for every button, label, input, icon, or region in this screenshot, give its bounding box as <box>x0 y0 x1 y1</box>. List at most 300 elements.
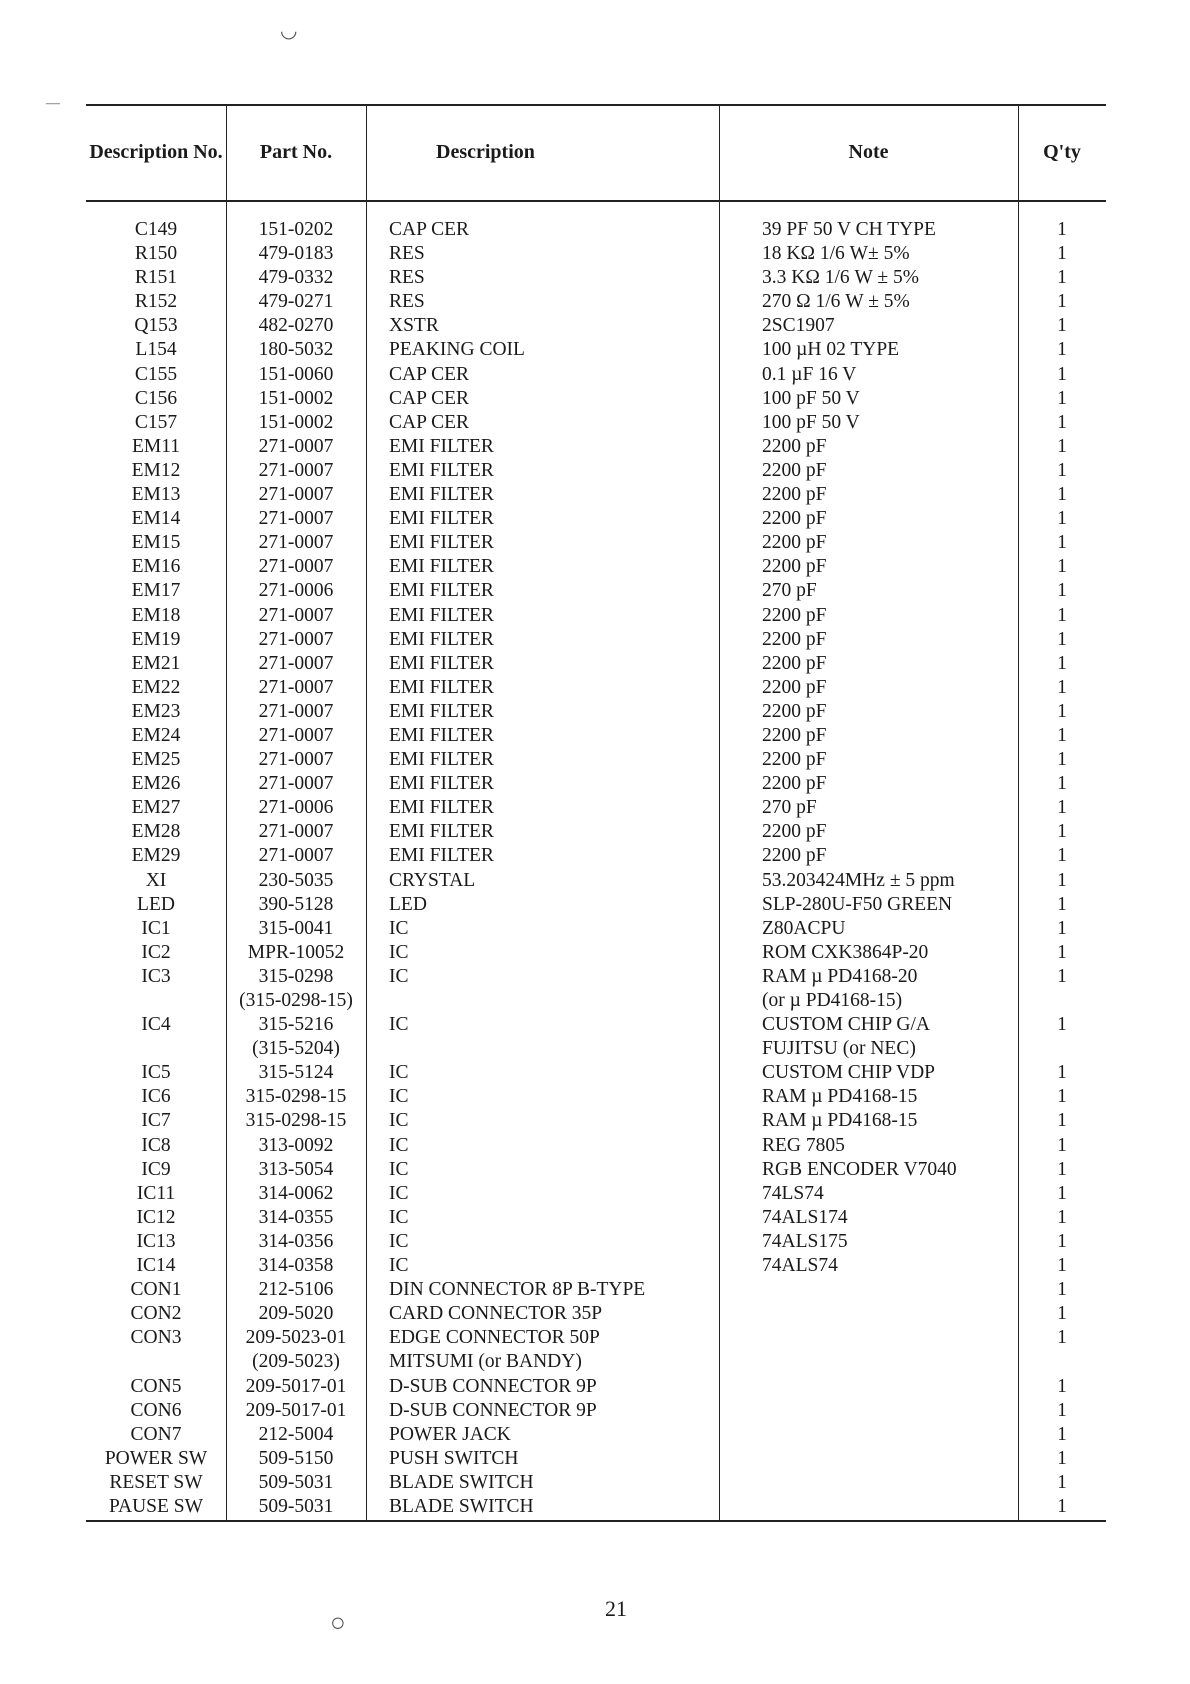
cell-designation: EM21 <box>131 652 181 674</box>
cell-qty: 1 <box>1057 1303 1067 1325</box>
cell-qty: 1 <box>1057 315 1067 337</box>
cell-designation: C149 <box>134 219 178 240</box>
cell-description: RES <box>389 291 425 313</box>
cell-description: EMI FILTER <box>389 580 494 602</box>
table-row <box>86 700 1106 724</box>
cell-part-no: 151-0002 <box>258 387 334 409</box>
cell-designation: EM23 <box>131 700 181 722</box>
cell-description: IC <box>389 1062 409 1084</box>
cell-description: EMI FILTER <box>389 749 494 771</box>
cell-designation: PAUSE SW <box>108 1495 204 1517</box>
cell-part-no: 271-0007 <box>258 459 334 481</box>
page-number: 21 <box>605 1596 627 1621</box>
table-row <box>86 628 1106 652</box>
table-row <box>86 917 1106 941</box>
cell-designation: IC6 <box>141 1086 171 1108</box>
cell-qty: 1 <box>1057 339 1067 361</box>
table-row <box>86 989 1106 1013</box>
table-row <box>86 652 1106 676</box>
cell-designation: EM28 <box>131 821 181 843</box>
cell-qty: 1 <box>1057 1086 1067 1108</box>
cell-designation: C155 <box>134 363 178 385</box>
cell-note: 2200 pF <box>762 724 827 746</box>
cell-designation: CON6 <box>130 1399 182 1421</box>
cell-designation: EM14 <box>131 508 181 530</box>
cell-qty: 1 <box>1057 1399 1067 1421</box>
cell-part-no: 271-0007 <box>258 532 334 554</box>
cell-part-no: 509-5150 <box>258 1447 334 1469</box>
table-row <box>86 1326 1106 1350</box>
cell-designation: IC11 <box>136 1182 176 1204</box>
cell-part-no: 482-0270 <box>258 315 334 337</box>
cell-qty: 1 <box>1057 1375 1067 1397</box>
cell-designation: Q153 <box>134 315 178 337</box>
table-row <box>86 1037 1106 1061</box>
cell-qty: 1 <box>1057 1447 1067 1469</box>
cell-description: IC <box>389 1086 409 1108</box>
cell-part-no: 271-0007 <box>258 604 334 626</box>
cell-designation: IC3 <box>141 965 171 987</box>
cell-qty: 1 <box>1057 917 1067 939</box>
cell-part-no: (315-0298-15) <box>239 990 353 1011</box>
cell-qty: 1 <box>1057 676 1067 698</box>
cell-qty: 1 <box>1057 532 1067 554</box>
cell-description: EMI FILTER <box>389 459 494 481</box>
cell-designation: EM15 <box>131 532 181 554</box>
cell-description: POWER JACK <box>389 1423 511 1445</box>
cell-qty: 1 <box>1057 700 1067 722</box>
table-row <box>86 941 1106 965</box>
scan-mark: ◡ <box>280 20 298 42</box>
cell-designation: IC1 <box>141 917 171 939</box>
cell-description: EMI FILTER <box>389 484 494 506</box>
cell-designation: RESET SW <box>109 1471 203 1493</box>
header-part-no: Part No. <box>259 141 333 163</box>
cell-designation <box>86 1037 226 1061</box>
cell-note: 2200 pF <box>762 845 827 867</box>
table-row <box>86 1423 1106 1447</box>
cell-designation: IC7 <box>141 1110 171 1132</box>
cell-qty: 1 <box>1057 580 1067 602</box>
table-row <box>86 820 1106 844</box>
table-row <box>86 579 1106 603</box>
cell-note: 0.1 µF 16 V <box>762 363 857 385</box>
table-row <box>86 1350 1106 1374</box>
header-qty: Q'ty <box>1043 141 1081 163</box>
cell-note: 270 pF <box>762 580 817 602</box>
cell-description: EMI FILTER <box>389 845 494 867</box>
table-row <box>86 724 1106 748</box>
cell-description: EDGE CONNECTOR 50P <box>389 1327 600 1349</box>
cell-qty: 1 <box>1057 1327 1067 1349</box>
cell-part-no: 479-0271 <box>258 291 334 313</box>
cell-designation: IC8 <box>141 1134 171 1156</box>
cell-description: RES <box>389 243 425 265</box>
cell-description: XSTR <box>389 315 439 337</box>
cell-note: RAM µ PD4168-15 <box>762 1086 918 1108</box>
cell-qty: 1 <box>1057 363 1067 385</box>
cell-designation: EM18 <box>131 604 181 626</box>
cell-description: DIN CONNECTOR 8P B-TYPE <box>389 1279 646 1301</box>
cell-note: 2200 pF <box>762 628 827 650</box>
cell-qty <box>1018 1037 1106 1061</box>
cell-qty: 1 <box>1057 1206 1067 1228</box>
cell-designation: R152 <box>134 291 178 313</box>
cell-designation: EM19 <box>131 628 181 650</box>
cell-description: EMI FILTER <box>389 604 494 626</box>
cell-part-no: 390-5128 <box>258 893 334 915</box>
cell-description: EMI FILTER <box>389 532 494 554</box>
cell-description: MITSUMI (or BANDY) <box>389 1351 582 1373</box>
cell-note: 100 pF 50 V <box>762 387 860 409</box>
cell-description: BLADE SWITCH <box>389 1495 534 1517</box>
cell-part-no: 315-0298-15 <box>245 1110 347 1132</box>
table-body <box>86 218 1106 1519</box>
cell-part-no: 209-5017-01 <box>245 1399 347 1421</box>
cell-description: EMI FILTER <box>389 724 494 746</box>
cell-designation: EM16 <box>131 556 181 578</box>
cell-designation: EM29 <box>131 845 181 867</box>
cell-part-no: 271-0007 <box>258 676 334 698</box>
cell-description: CAP CER <box>389 411 470 433</box>
cell-description: D-SUB CONNECTOR 9P <box>389 1375 597 1397</box>
table-row <box>86 965 1106 989</box>
cell-note: CUSTOM CHIP VDP <box>762 1062 936 1084</box>
cell-part-no: 313-0092 <box>258 1134 334 1156</box>
table-row <box>86 314 1106 338</box>
cell-qty: 1 <box>1057 1134 1067 1156</box>
cell-part-no: 315-5124 <box>258 1062 334 1084</box>
cell-qty: 1 <box>1057 652 1067 674</box>
cell-description: EMI FILTER <box>389 508 494 530</box>
cell-description: IC <box>389 917 409 939</box>
cell-part-no: 479-0332 <box>258 267 334 289</box>
table-row <box>86 772 1106 796</box>
cell-designation: IC5 <box>141 1062 171 1084</box>
cell-qty: 1 <box>1057 1182 1067 1204</box>
cell-designation: R151 <box>134 267 178 289</box>
table-row <box>86 338 1106 362</box>
cell-qty: 1 <box>1057 845 1067 867</box>
cell-note: 39 PF 50 V CH TYPE <box>762 219 936 240</box>
table-row <box>86 363 1106 387</box>
cell-qty: 1 <box>1057 1471 1067 1493</box>
cell-qty: 1 <box>1057 628 1067 650</box>
cell-description: IC <box>389 1206 409 1228</box>
cell-note: (or µ PD4168-15) <box>762 990 903 1011</box>
cell-part-no: 271-0007 <box>258 724 334 746</box>
cell-qty: 1 <box>1057 435 1067 457</box>
cell-part-no: 230-5035 <box>258 869 334 891</box>
table-row <box>86 604 1106 628</box>
cell-note: 74LS74 <box>762 1182 824 1204</box>
cell-note: 2200 pF <box>762 435 827 457</box>
cell-qty: 1 <box>1057 1014 1067 1036</box>
cell-description: LED <box>389 893 427 915</box>
table-row <box>86 1399 1106 1423</box>
cell-part-no: 314-0355 <box>258 1206 334 1228</box>
cell-designation: IC4 <box>141 1014 171 1036</box>
cell-description: IC <box>389 1014 409 1036</box>
cell-description: EMI FILTER <box>389 676 494 698</box>
cell-qty: 1 <box>1057 941 1067 963</box>
cell-part-no: 271-0007 <box>258 845 334 867</box>
cell-part-no: 315-0298 <box>258 965 334 987</box>
table-row <box>86 796 1106 820</box>
cell-note: RAM µ PD4168-20 <box>762 965 918 987</box>
cell-qty: 1 <box>1057 1255 1067 1277</box>
cell-note: REG 7805 <box>762 1134 845 1156</box>
cell-note: 2200 pF <box>762 532 827 554</box>
cell-description: PUSH SWITCH <box>389 1447 519 1469</box>
cell-note: 2200 pF <box>762 508 827 530</box>
cell-description: CAP CER <box>389 387 470 409</box>
cell-note: 2SC1907 <box>762 315 835 337</box>
cell-qty: 1 <box>1057 459 1067 481</box>
cell-description: RES <box>389 267 425 289</box>
header-note: Note <box>848 141 889 163</box>
cell-note: Z80ACPU <box>762 917 846 939</box>
cell-description: EMI FILTER <box>389 821 494 843</box>
cell-designation <box>86 989 226 1013</box>
cell-designation: EM12 <box>131 459 181 481</box>
cell-part-no: 271-0007 <box>258 821 334 843</box>
table-row <box>86 1254 1106 1278</box>
cell-designation: IC13 <box>136 1230 176 1252</box>
cell-qty: 1 <box>1057 965 1067 987</box>
cell-description: PEAKING COIL <box>389 339 525 361</box>
cell-designation <box>86 1350 226 1374</box>
cell-description: EMI FILTER <box>389 773 494 795</box>
table-row <box>86 1447 1106 1471</box>
cell-qty: 1 <box>1057 1062 1067 1084</box>
table-row <box>86 507 1106 531</box>
cell-part-no: 314-0356 <box>258 1230 334 1252</box>
cell-part-no: 315-5216 <box>258 1014 334 1036</box>
table-row <box>86 483 1106 507</box>
table-row <box>86 242 1106 266</box>
cell-note: FUJITSU (or NEC) <box>762 1038 916 1060</box>
cell-part-no: 271-0007 <box>258 700 334 722</box>
cell-description: EMI FILTER <box>389 797 494 819</box>
cell-part-no: (209-5023) <box>252 1351 340 1373</box>
table-row <box>86 435 1106 459</box>
cell-note: 2200 pF <box>762 821 827 843</box>
cell-note: 18 KΩ 1/6 W± 5% <box>762 243 910 265</box>
cell-note: 3.3 KΩ 1/6 W ± 5% <box>762 267 919 289</box>
table-row <box>86 1013 1106 1037</box>
cell-designation: EM27 <box>131 797 181 819</box>
table-row <box>86 869 1106 893</box>
cell-designation: C156 <box>134 387 178 409</box>
cell-description: EMI FILTER <box>389 556 494 578</box>
cell-note: 100 pF 50 V <box>762 411 860 433</box>
cell-part-no: 271-0007 <box>258 435 334 457</box>
table-row <box>86 1375 1106 1399</box>
cell-designation: IC12 <box>136 1206 176 1228</box>
cell-note: 74ALS174 <box>762 1206 848 1228</box>
cell-part-no: 271-0006 <box>258 797 334 819</box>
cell-part-no: 271-0006 <box>258 580 334 602</box>
cell-part-no: 271-0007 <box>258 628 334 650</box>
cell-part-no: 314-0358 <box>258 1255 334 1277</box>
cell-description: IC <box>389 1134 409 1156</box>
cell-description: CRYSTAL <box>389 869 476 891</box>
cell-designation: CON3 <box>130 1327 182 1349</box>
cell-note: SLP-280U-F50 GREEN <box>762 893 953 915</box>
cell-qty: 1 <box>1057 219 1067 240</box>
cell-qty: 1 <box>1057 387 1067 409</box>
cell-note: 2200 pF <box>762 484 827 506</box>
cell-part-no: 315-0041 <box>258 917 334 939</box>
cell-description <box>389 989 819 1013</box>
cell-designation: IC9 <box>141 1158 171 1180</box>
cell-designation: LED <box>137 893 175 915</box>
cell-note: 2200 pF <box>762 773 827 795</box>
cell-note: 2200 pF <box>762 604 827 626</box>
cell-part-no: 315-0298-15 <box>245 1086 347 1108</box>
cell-note: 74ALS175 <box>762 1230 848 1252</box>
table-row <box>86 531 1106 555</box>
table-row <box>86 290 1106 314</box>
table-row <box>86 1471 1106 1495</box>
cell-description: CARD CONNECTOR 35P <box>389 1303 603 1325</box>
table-row <box>86 844 1106 868</box>
cell-part-no: MPR-10052 <box>247 941 345 963</box>
cell-designation: EM11 <box>131 435 181 457</box>
cell-qty: 1 <box>1057 1230 1067 1252</box>
cell-qty: 1 <box>1057 749 1067 771</box>
cell-description: EMI FILTER <box>389 628 494 650</box>
cell-part-no: 180-5032 <box>258 339 334 361</box>
cell-description: D-SUB CONNECTOR 9P <box>389 1399 597 1421</box>
table-row <box>86 1085 1106 1109</box>
cell-note: ROM CXK3864P-20 <box>762 941 929 963</box>
cell-part-no: 314-0062 <box>258 1182 334 1204</box>
cell-designation: IC14 <box>136 1255 176 1277</box>
cell-description <box>389 1037 819 1061</box>
cell-note: 2200 pF <box>762 676 827 698</box>
cell-designation: POWER SW <box>104 1447 208 1469</box>
cell-part-no: 479-0183 <box>258 243 334 265</box>
cell-qty: 1 <box>1057 1423 1067 1445</box>
cell-part-no: 271-0007 <box>258 652 334 674</box>
cell-description: EMI FILTER <box>389 652 494 674</box>
cell-designation: CON2 <box>130 1303 182 1325</box>
scan-mark: ○ <box>330 1608 346 1637</box>
cell-note: 270 Ω 1/6 W ± 5% <box>762 291 910 313</box>
cell-description: BLADE SWITCH <box>389 1471 534 1493</box>
cell-designation: CON5 <box>130 1375 182 1397</box>
cell-part-no: 209-5017-01 <box>245 1375 347 1397</box>
cell-part-no: 212-5106 <box>258 1279 334 1301</box>
table-row <box>86 555 1106 579</box>
table-row <box>86 1134 1106 1158</box>
cell-qty: 1 <box>1057 1279 1067 1301</box>
cell-qty: 1 <box>1057 773 1067 795</box>
cell-designation: C157 <box>134 411 178 433</box>
table-row <box>86 1206 1106 1230</box>
cell-part-no: 313-5054 <box>258 1158 334 1180</box>
header-rule <box>86 200 1106 202</box>
cell-qty: 1 <box>1057 243 1067 265</box>
table-row <box>86 1109 1106 1133</box>
cell-part-no: 212-5004 <box>258 1423 334 1445</box>
table-row <box>86 411 1106 435</box>
table-row <box>86 266 1106 290</box>
cell-part-no: 271-0007 <box>258 749 334 771</box>
cell-part-no: 209-5023-01 <box>245 1327 347 1349</box>
cell-qty: 1 <box>1057 291 1067 313</box>
cell-description: CAP CER <box>389 363 470 385</box>
table-row <box>86 748 1106 772</box>
cell-note: 2200 pF <box>762 459 827 481</box>
cell-part-no: 509-5031 <box>258 1471 334 1493</box>
cell-note: 74ALS74 <box>762 1255 838 1277</box>
cell-note: 2200 pF <box>762 556 827 578</box>
table-row <box>86 1495 1106 1519</box>
cell-part-no: 271-0007 <box>258 773 334 795</box>
cell-part-no: (315-5204) <box>252 1038 340 1060</box>
table-row <box>86 893 1106 917</box>
cell-qty: 1 <box>1057 508 1067 530</box>
cell-designation: CON7 <box>130 1423 182 1445</box>
header-description: Description <box>436 141 535 163</box>
table-row <box>86 676 1106 700</box>
table-row <box>86 218 1106 242</box>
cell-part-no: 271-0007 <box>258 484 334 506</box>
cell-part-no: 509-5031 <box>258 1495 334 1517</box>
cell-description: IC <box>389 965 409 987</box>
cell-description: IC <box>389 1182 409 1204</box>
cell-designation: XI <box>145 869 167 891</box>
cell-part-no: 271-0007 <box>258 556 334 578</box>
cell-qty: 1 <box>1057 484 1067 506</box>
cell-description: EMI FILTER <box>389 435 494 457</box>
cell-part-no: 209-5020 <box>258 1303 334 1325</box>
cell-part-no: 151-0202 <box>258 219 334 240</box>
cell-description: IC <box>389 1230 409 1252</box>
cell-qty <box>1018 989 1106 1013</box>
cell-designation: L154 <box>135 339 177 361</box>
cell-note: 2200 pF <box>762 700 827 722</box>
cell-designation: IC2 <box>141 941 171 963</box>
table-row <box>86 1278 1106 1302</box>
cell-note: 100 µH 02 TYPE <box>762 339 900 361</box>
table-row <box>86 1230 1106 1254</box>
table-row <box>86 459 1106 483</box>
cell-qty: 1 <box>1057 411 1067 433</box>
cell-note: 53.203424MHz ± 5 ppm <box>762 869 955 891</box>
cell-qty: 1 <box>1057 893 1067 915</box>
cell-description: CAP CER <box>389 219 470 240</box>
cell-part-no: 151-0002 <box>258 411 334 433</box>
cell-part-no: 271-0007 <box>258 508 334 530</box>
cell-description: IC <box>389 1110 409 1132</box>
cell-note: CUSTOM CHIP G/A <box>762 1014 930 1036</box>
cell-designation: EM17 <box>131 580 181 602</box>
cell-qty <box>1018 1350 1106 1374</box>
cell-note: 2200 pF <box>762 749 827 771</box>
cell-note: 2200 pF <box>762 652 827 674</box>
cell-description: IC <box>389 1255 409 1277</box>
table-row <box>86 387 1106 411</box>
cell-note: RGB ENCODER V7040 <box>762 1158 957 1180</box>
cell-qty: 1 <box>1057 604 1067 626</box>
cell-part-no: 151-0060 <box>258 363 334 385</box>
header-designation: Description No. <box>89 141 223 163</box>
cell-description: IC <box>389 1158 409 1180</box>
